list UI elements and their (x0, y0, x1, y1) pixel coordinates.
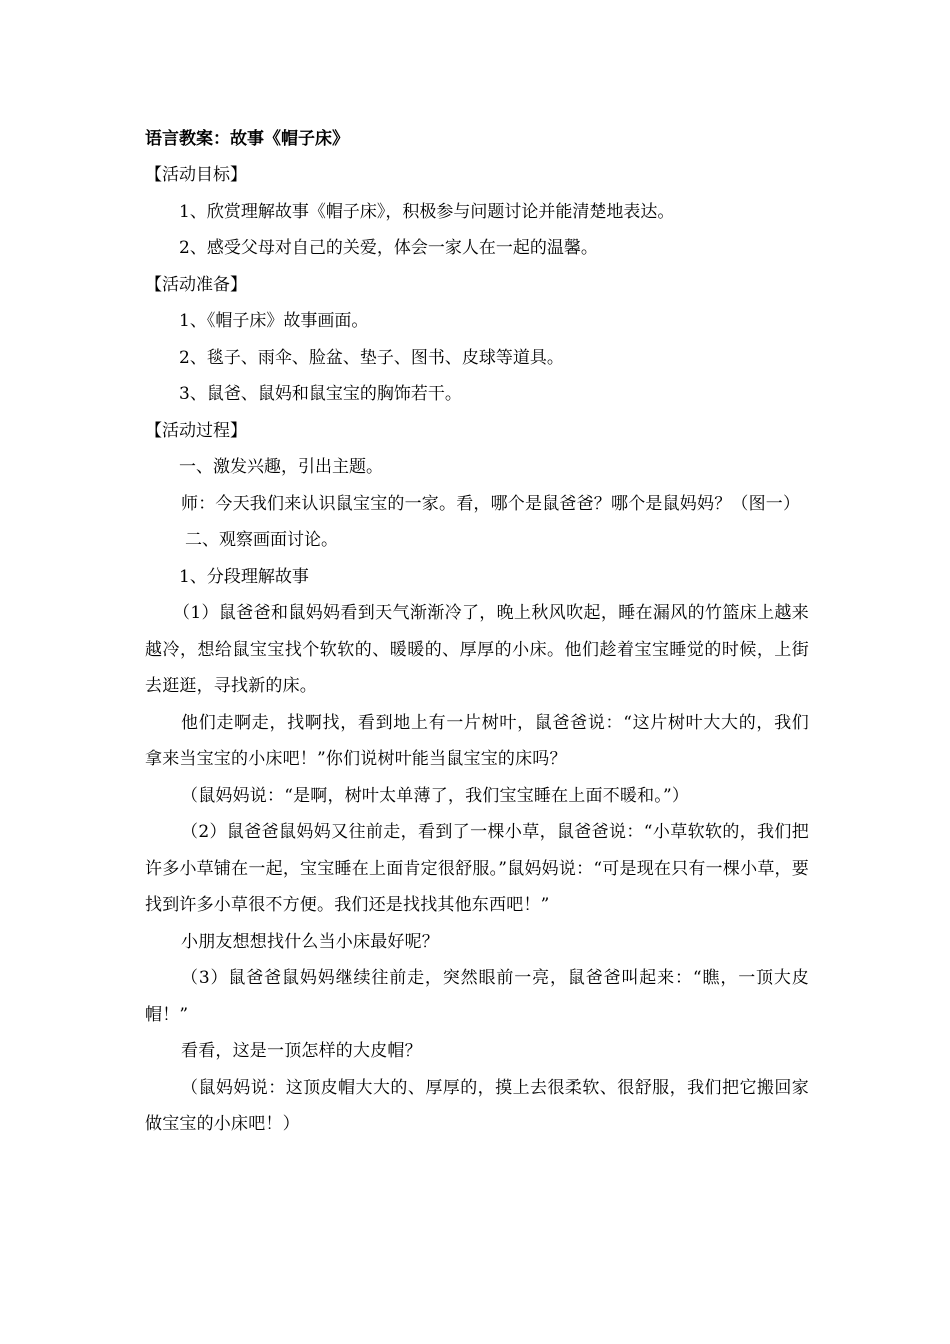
section-heading-process: 【活动过程】 (145, 420, 247, 441)
section-heading-preparation: 【活动准备】 (145, 274, 247, 295)
story-paragraph-5: 小朋友想想找什么当小床最好呢？ (181, 931, 439, 952)
story-paragraph-1: （1）鼠爸爸和鼠妈妈看到天气渐渐冷了，晚上秋风吹起，睡在漏风的竹篮床上越来越冷，想给鼠宝宝找个软软的、暖暖的、厚厚的小床。他们趁着宝宝睡觉的时候，上街去逛逛，寻找新的床。 (145, 603, 809, 696)
document-title: 语言教案：故事《帽子床》 (145, 129, 349, 149)
story-paragraph-8: （鼠妈妈说：这顶皮帽大大的、厚厚的，摸上去很柔软、很舒服，我们把它搬回家做宝宝的小床吧！） (145, 1077, 809, 1134)
goal-item-1: 1、欣赏理解故事《帽子床》，积极参与问题讨论并能清楚地表达。 (179, 201, 675, 222)
prep-item-2: 2、毯子、雨伞、脸盆、垫子、图书、皮球等道具。 (179, 347, 564, 368)
prep-item-1: 1、《帽子床》故事画面。 (179, 311, 369, 331)
section-heading-goals: 【活动目标】 (145, 165, 247, 185)
teacher-line: 师：今天我们来认识鼠宝宝的一家。看，哪个是鼠爸爸？哪个是鼠妈妈？（图一） (181, 493, 801, 514)
prep-item-3: 3、鼠爸、鼠妈和鼠宝宝的胸饰若干。 (179, 384, 462, 404)
goal-item-2: 2、感受父母对自己的关爱，体会一家人在一起的温馨。 (179, 238, 598, 258)
story-paragraph-6: （3）鼠爸爸鼠妈妈继续往前走，突然眼前一亮，鼠爸爸叫起来：“瞧，一顶大皮帽！” (145, 968, 809, 1025)
story-paragraph-7: 看看，这是一顶怎样的大皮帽？ (181, 1041, 422, 1061)
document-body (145, 121, 809, 1143)
process-sub-1: 1、分段理解故事 (179, 566, 309, 587)
process-step-2: 二、观察画面讨论。 (185, 530, 338, 550)
story-paragraph-4: （2）鼠爸爸鼠妈妈又往前走，看到了一棵小草，鼠爸爸说：“小草软软的，我们把许多小草铺在一起，宝宝睡在上面肯定很舒服。”鼠妈妈说：“可是现在只有一棵小草，要找到许多小草很不方便。我们还是找找其他东西吧！” (145, 822, 809, 915)
process-step-1: 一、激发兴趣，引出主题。 (179, 457, 383, 477)
story-paragraph-3: （鼠妈妈说：“是啊，树叶太单薄了，我们宝宝睡在上面不暖和。”） (181, 785, 690, 806)
story-paragraph-2: 他们走啊走，找啊找，看到地上有一片树叶，鼠爸爸说：“这片树叶大大的，我们拿来当宝宝的小床吧！”你们说树叶能当鼠宝宝的床吗？ (145, 712, 809, 769)
